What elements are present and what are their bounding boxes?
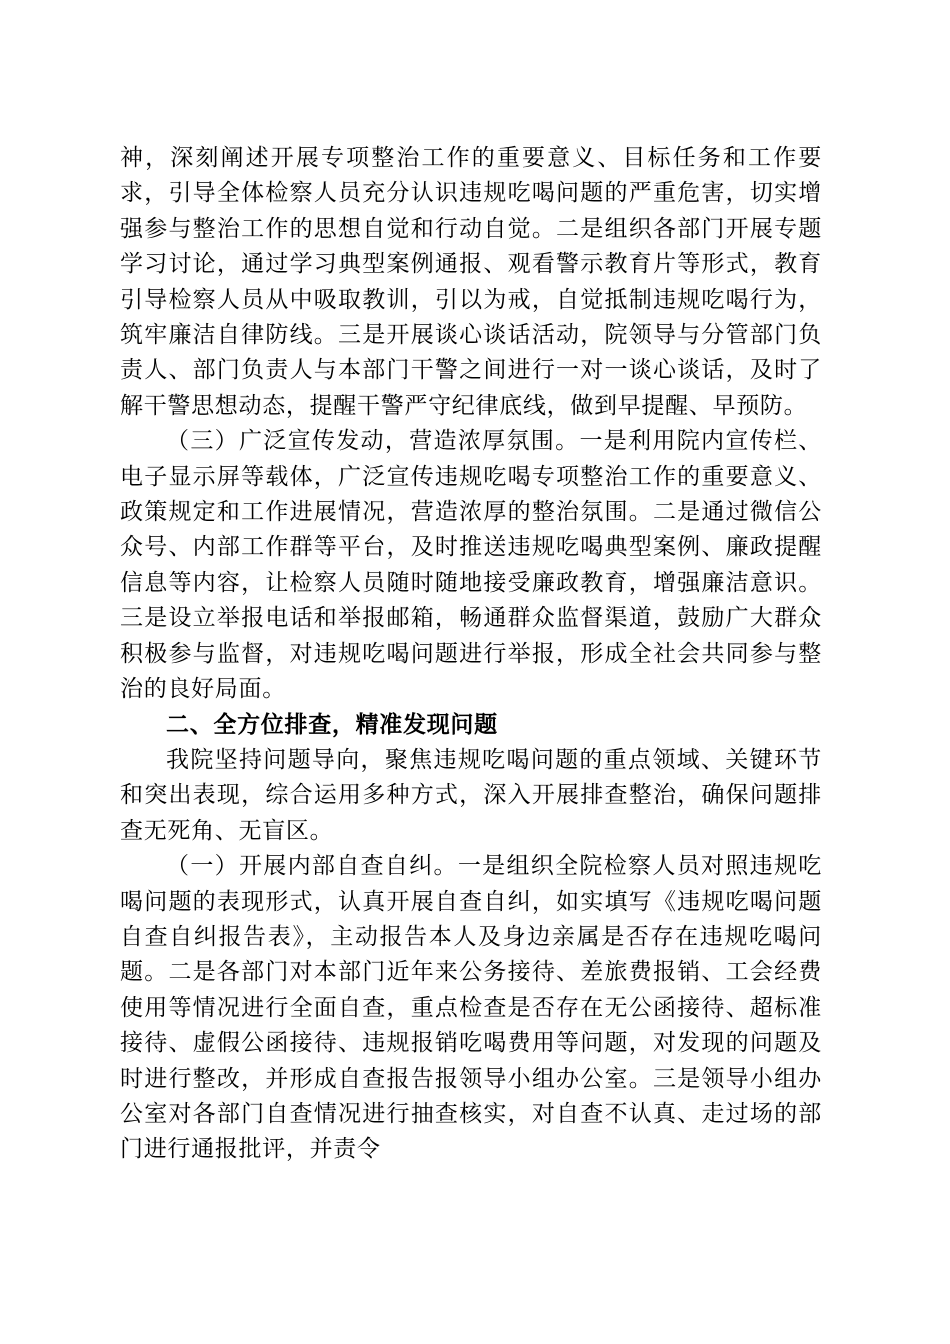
paragraph-intro <box>120 743 822 849</box>
section-heading-text: 二、全方位排查，精准发现问题 <box>166 711 498 738</box>
paragraph-publicity <box>120 424 822 707</box>
paragraph-continuation <box>120 141 822 424</box>
paragraph-text: 一是利用院内宣传栏、电子显示屏等载体，广泛宣传违规吃喝专项整治工作的重要意义、政策规定和工作进展情况，营造浓厚的整治氛围。二是通过微信公众号、内部工作群等平台，及时推送违规吃喝典型案例、廉政提醒信息等内容，让检察人员随时随地接受廉政教育，增强廉洁意识。三是设立举报电话和举报邮箱，畅通群众监督渠道，鼓励广大群众积极参与监督，对违规吃喝问题进行举报，形成全社会共同参与整治的良好局面。 <box>120 428 823 703</box>
paragraph-lead-heading: （一）开展内部自查自纠。 <box>166 853 458 880</box>
paragraph-text: 一是组织全院检察人员对照违规吃喝问题的表现形式，认真开展自查自纠，如实填写《违规吃喝问题自查自纠报告表》，主动报告本人及身边亲属是否存在违规吃喝问题。二是各部门对本部门近年来公务接待、差旅费报销、工会经费使用等情况进行全面自查，重点检查是否存在无公函接待、超标准接待、虚假公函接待、违规报销吃喝费用等问题，对发现的问题及时进行整改，并形成自查报告报领导小组办公室。三是领导小组办公室对各部门自查情况进行抽查核实，对自查不认真、走过场的部门进行通报批评，并责令 <box>120 853 822 1163</box>
paragraph-self-inspection <box>120 849 822 1168</box>
section-heading <box>120 708 822 743</box>
paragraph-lead-heading: （三）广泛宣传发动，营造浓厚氛围。 <box>166 428 580 455</box>
paragraph-text: 我院坚持问题导向，聚焦违规吃喝问题的重点领域、关键环节和突出表现，综合运用多种方式，深入开展排查整治，确保问题排查无死角、无盲区。 <box>120 746 822 844</box>
paragraph-text: 神，深刻阐述开展专项整治工作的重要意义、目标任务和工作要求，引导全体检察人员充分认识违规吃喝问题的严重危害，切实增强参与整治工作的思想自觉和行动自觉。二是组织各部门开展专题学习讨论，通过学习典型案例通报、观看警示教育片等形式，教育引导检察人员从中吸取教训，引以为戒，自觉抵制违规吃喝行为，筑牢廉洁自律防线。三是开展谈心谈话活动，院领导与分管部门负责人、部门负责人与本部门干警之间进行一对一谈心谈话，及时了解干警思想动态，提醒干警严守纪律底线，做到早提醒、早预防。 <box>120 145 822 419</box>
document-body <box>120 141 822 1168</box>
